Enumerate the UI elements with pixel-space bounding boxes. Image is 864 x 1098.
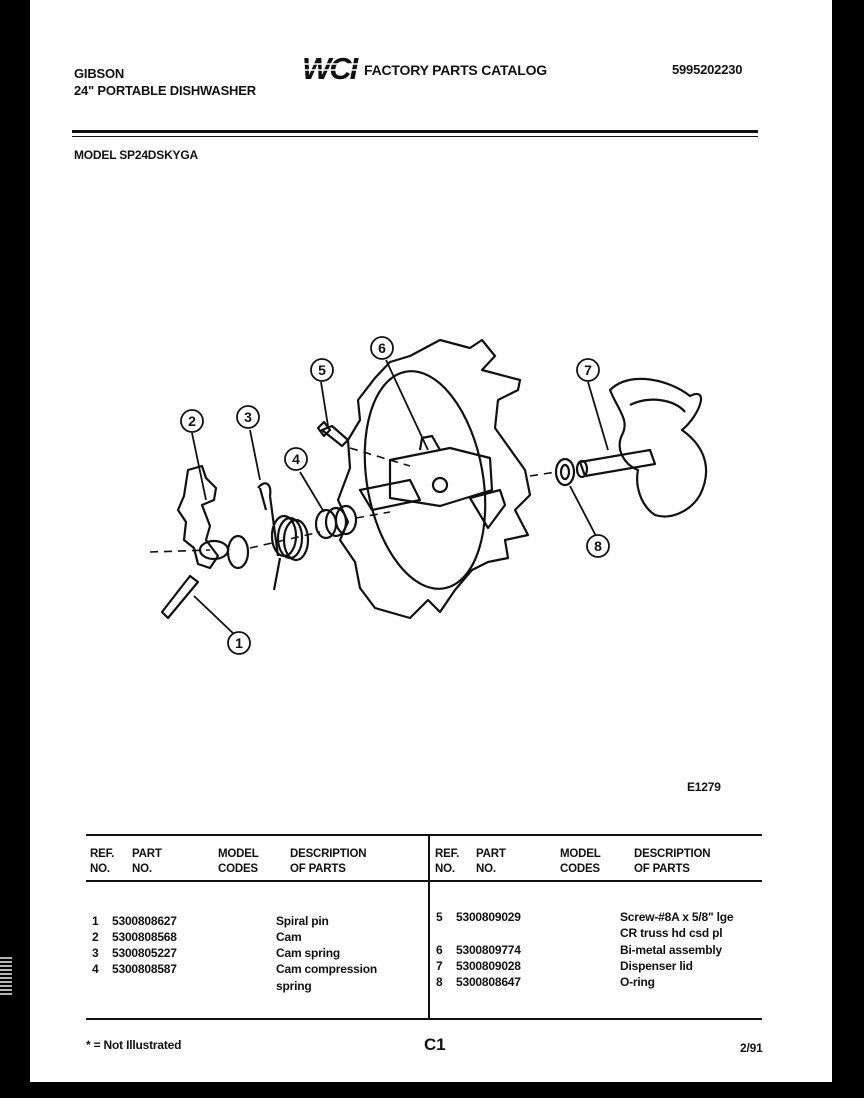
right-row-5-ref: 5 [436, 910, 443, 924]
scan-border-right [832, 0, 864, 1098]
scan-noise [0, 955, 12, 995]
table-divider [428, 834, 430, 1020]
exploded-parts-diagram [110, 300, 770, 660]
hdr-part-2-right: NO. [476, 863, 496, 875]
right-row-7-part: 5300809028 [456, 959, 521, 973]
hdr-part-2: NO. [132, 863, 152, 875]
model-number: MODEL SP24DSKYGA [74, 148, 198, 162]
dispenser-lid-inner [630, 400, 685, 412]
cam-spring-hook [258, 483, 278, 556]
callout-label-2: 2 [188, 413, 196, 429]
hdr-model-2-right: CODES [560, 863, 600, 875]
table-rule-bottom [86, 1018, 762, 1020]
right-row-5-desc: Screw-#8A x 5/8" lge [620, 910, 734, 924]
leader-1 [194, 596, 236, 636]
catalog-number: 5995202230 [672, 62, 743, 77]
left-row-4-part: 5300808587 [112, 962, 177, 976]
callout-label-3: 3 [244, 409, 252, 425]
axis-line-5 [530, 472, 556, 476]
left-row-2-desc: Cam [276, 930, 302, 944]
leader-7 [588, 382, 608, 450]
hdr-ref-1-right: REF. [435, 848, 460, 860]
cam-boss [228, 536, 248, 568]
table-rule-header [86, 880, 762, 882]
hdr-model-1: MODEL [218, 848, 259, 860]
hdr-part-1-right: PART [476, 848, 506, 860]
right-row-6-part: 5300809774 [456, 943, 521, 957]
dispenser-shaft [580, 450, 655, 476]
hdr-desc-2-right: OF PARTS [634, 863, 690, 875]
hdr-part-1: PART [132, 848, 162, 860]
right-row-5-part: 5300809029 [456, 910, 521, 924]
left-row-4-desc-cont: spring [276, 979, 312, 993]
header-rule-thin [72, 136, 758, 137]
scan-border-bottom [0, 1082, 864, 1098]
right-row-6-ref: 6 [436, 943, 443, 957]
o-ring-inner [561, 465, 569, 479]
hdr-model-2: CODES [218, 863, 258, 875]
left-row-4-ref: 4 [92, 962, 99, 976]
callout-label-8: 8 [594, 538, 602, 554]
left-row-1-ref: 1 [92, 914, 99, 928]
o-ring [556, 459, 574, 485]
left-row-3-part: 5300805227 [112, 946, 177, 960]
cam [178, 466, 218, 568]
leader-4 [300, 472, 324, 512]
left-row-3-ref: 3 [92, 946, 99, 960]
cam-spring-leg [274, 558, 280, 590]
screw [322, 426, 348, 446]
hdr-model-1-right: MODEL [560, 848, 601, 860]
callout-label-5: 5 [318, 362, 326, 378]
hdr-ref-2: NO. [90, 863, 110, 875]
right-row-8-desc: O-ring [620, 975, 655, 989]
bimetal-rivet [433, 478, 447, 492]
scan-border-left [0, 0, 30, 1098]
wci-logo-text: WCI [302, 52, 357, 84]
product-name: 24" PORTABLE DISHWASHER [74, 83, 256, 98]
callout-label-1: 1 [235, 635, 243, 651]
not-illustrated-note: * = Not Illustrated [86, 1038, 182, 1052]
right-row-8-ref: 8 [436, 975, 443, 989]
hdr-desc-2: OF PARTS [290, 863, 346, 875]
left-row-4-desc: Cam compression [276, 962, 378, 976]
hdr-desc-1-right: DESCRIPTION [634, 848, 711, 860]
right-row-7-desc: Dispenser lid [620, 959, 693, 973]
leader-5 [321, 382, 328, 426]
leader-2 [192, 433, 206, 500]
table-rule-top [86, 834, 762, 836]
right-row-8-part: 5300808647 [456, 975, 521, 989]
brand-name: GIBSON [74, 66, 125, 81]
spiral-pin [162, 576, 198, 618]
figure-id: E1279 [687, 780, 721, 794]
left-row-3-desc: Cam spring [276, 946, 341, 960]
hdr-desc-1: DESCRIPTION [290, 848, 367, 860]
left-row-1-part: 5300808627 [112, 914, 177, 928]
callout-label-7: 7 [584, 362, 592, 378]
callout-label-4: 4 [292, 451, 300, 467]
header-rule [72, 130, 758, 133]
leader-8 [570, 486, 596, 536]
left-row-1-desc: Spiral pin [276, 914, 329, 928]
bimetal-lever [470, 490, 505, 528]
right-row-7-ref: 7 [436, 959, 443, 973]
right-row-6-desc: Bi-metal assembly [620, 943, 722, 957]
left-row-2-ref: 2 [92, 930, 99, 944]
page-code: C1 [424, 1035, 446, 1054]
bimetal-disc [349, 362, 501, 599]
catalog-title: FACTORY PARTS CATALOG [364, 62, 547, 78]
hdr-ref-1: REF. [90, 848, 115, 860]
right-row-5-desc-cont: CR truss hd csd pl [620, 926, 723, 940]
left-row-2-part: 5300808568 [112, 930, 177, 944]
catalog-page [30, 0, 832, 1082]
leader-3 [250, 430, 260, 480]
revision-date: 2/91 [740, 1041, 763, 1055]
hdr-ref-2-right: NO. [435, 863, 455, 875]
callout-label-6: 6 [378, 340, 386, 356]
